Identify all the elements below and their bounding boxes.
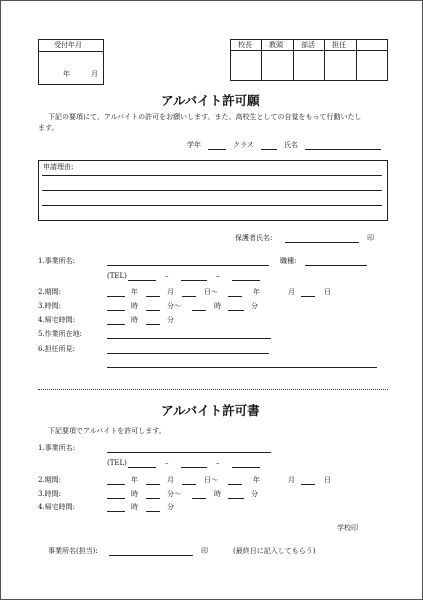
month-unit: 月 bbox=[288, 476, 295, 484]
return-hour-blank[interactable] bbox=[107, 324, 125, 325]
approval-vice-principal-label: 教頭 bbox=[269, 41, 283, 49]
minute-unit: 分 bbox=[167, 503, 174, 511]
month-unit: 月 bbox=[288, 288, 295, 296]
tel-dash: – bbox=[216, 272, 220, 280]
hour-unit: 時 bbox=[131, 316, 138, 324]
approval-homeroom-label: 担任 bbox=[332, 41, 346, 49]
minute-unit: 分 bbox=[167, 316, 174, 324]
period-start-month-blank[interactable] bbox=[146, 296, 160, 297]
grade-label: 学年 bbox=[187, 141, 201, 149]
application-title: アルバイト許可願 bbox=[161, 93, 260, 108]
tel-dash: – bbox=[165, 272, 169, 280]
month-unit: 月 bbox=[167, 288, 174, 296]
guardian-seal: 印 bbox=[367, 234, 374, 242]
approval-principal-label: 校長 bbox=[238, 41, 252, 49]
permit-return-minute-blank[interactable] bbox=[146, 511, 160, 512]
permit-period-label: 2.期間: bbox=[38, 476, 62, 484]
minute-tilde-unit: 分〜 bbox=[167, 490, 181, 498]
receipt-month-label: 月 bbox=[91, 70, 98, 78]
period-end-day-blank[interactable] bbox=[301, 296, 315, 297]
application-intro-line1: 下記の要項にて、アルバイトの許可をお願いします。また、高校生としての自覚をもって行動いたし bbox=[48, 113, 362, 121]
approval-col-divider bbox=[293, 39, 294, 81]
permit-period-start-month-blank[interactable] bbox=[146, 484, 160, 485]
permit-tel-blank-2[interactable] bbox=[181, 467, 207, 468]
minute-tilde-unit: 分〜 bbox=[167, 302, 181, 310]
permit-time-end-hour-blank[interactable] bbox=[192, 498, 206, 499]
period-end-year-blank[interactable] bbox=[228, 296, 242, 297]
last-day-note: (最終日に記入してもらう) bbox=[233, 547, 316, 555]
permit-return-time-label: 4.帰宅時間: bbox=[38, 503, 76, 511]
permit-tel-blank-3[interactable] bbox=[232, 467, 260, 468]
job-type-label: 職種: bbox=[280, 257, 297, 265]
permit-return-hour-blank[interactable] bbox=[107, 511, 125, 512]
permit-office-blank[interactable] bbox=[107, 452, 271, 453]
approval-col-divider bbox=[356, 39, 357, 81]
permit-office-label: 1.事業所名: bbox=[38, 444, 76, 452]
year-unit: 年 bbox=[253, 476, 260, 484]
office-label: 1.事業所名: bbox=[38, 257, 76, 265]
hour-unit: 時 bbox=[131, 503, 138, 511]
job-type-blank[interactable] bbox=[305, 265, 367, 266]
minute-unit: 分 bbox=[251, 302, 258, 310]
school-seal-label: 学校印 bbox=[337, 524, 358, 532]
tel-blank-3[interactable] bbox=[232, 280, 260, 281]
time-label: 3.時間: bbox=[38, 302, 62, 310]
student-name-label: 氏名 bbox=[284, 141, 298, 149]
manager-blank-2[interactable] bbox=[107, 367, 377, 368]
hour-unit: 時 bbox=[131, 302, 138, 310]
hour-unit: 時 bbox=[131, 490, 138, 498]
hour-unit: 時 bbox=[214, 490, 221, 498]
permit-intro: 下記要項でアルバイトを許可します。 bbox=[48, 427, 166, 435]
permit-period-start-year-blank[interactable] bbox=[107, 484, 125, 485]
class-blank[interactable] bbox=[261, 149, 277, 150]
office-rep-label: 事業所名(担当): bbox=[48, 547, 98, 555]
time-end-minute-blank[interactable] bbox=[228, 310, 244, 311]
reason-label: 申請理由: bbox=[43, 163, 74, 171]
day-tilde-unit: 日〜 bbox=[204, 476, 218, 484]
permit-tel-dash: – bbox=[216, 459, 220, 467]
day-unit: 日 bbox=[324, 288, 331, 296]
office-blank[interactable] bbox=[107, 265, 269, 266]
permit-tel-blank-1[interactable] bbox=[128, 467, 156, 468]
tel-blank-2[interactable] bbox=[181, 280, 207, 281]
manager-blank-1[interactable] bbox=[107, 353, 269, 354]
approval-col-divider bbox=[324, 39, 325, 81]
tel-label: (TEL) bbox=[107, 272, 127, 280]
time-end-hour-blank[interactable] bbox=[192, 310, 206, 311]
period-label: 2.期間: bbox=[38, 288, 62, 296]
permit-time-label: 3.時間: bbox=[38, 490, 62, 498]
return-minute-blank[interactable] bbox=[146, 324, 160, 325]
permit-period-end-day-blank[interactable] bbox=[301, 484, 315, 485]
application-intro-line2: ます。 bbox=[38, 124, 59, 132]
receipt-divider bbox=[38, 51, 104, 52]
day-unit: 日 bbox=[324, 476, 331, 484]
month-unit: 月 bbox=[167, 476, 174, 484]
time-start-minute-blank[interactable] bbox=[146, 310, 160, 311]
time-start-hour-blank[interactable] bbox=[107, 310, 125, 311]
period-start-day-blank[interactable] bbox=[182, 296, 196, 297]
permit-tel-dash: – bbox=[165, 459, 169, 467]
permit-tel-label: (TEL) bbox=[107, 459, 127, 467]
permit-title: アルバイト許可書 bbox=[161, 403, 260, 418]
guardian-label: 保護者氏名: bbox=[235, 234, 273, 242]
permit-period-start-day-blank[interactable] bbox=[182, 484, 196, 485]
class-label: クラス bbox=[233, 141, 254, 149]
day-tilde-unit: 日〜 bbox=[204, 288, 218, 296]
minute-unit: 分 bbox=[251, 490, 258, 498]
period-start-year-blank[interactable] bbox=[107, 296, 125, 297]
year-unit: 年 bbox=[131, 288, 138, 296]
reason-line[interactable] bbox=[42, 190, 382, 191]
permit-time-start-hour-blank[interactable] bbox=[107, 498, 125, 499]
office-rep-blank[interactable] bbox=[109, 555, 193, 556]
approval-club-label: 部活 bbox=[301, 41, 315, 49]
reason-line[interactable] bbox=[42, 175, 382, 176]
guardian-name-blank[interactable] bbox=[285, 242, 359, 243]
year-unit: 年 bbox=[131, 476, 138, 484]
approval-col-divider bbox=[261, 39, 262, 81]
hour-unit: 時 bbox=[214, 302, 221, 310]
manager-label: 6.担任所見: bbox=[38, 345, 76, 353]
reason-line[interactable] bbox=[42, 205, 382, 206]
permit-period-end-year-blank[interactable] bbox=[228, 484, 242, 485]
workplace-label: 5.作業所在地: bbox=[38, 330, 83, 338]
office-rep-seal: 印 bbox=[201, 547, 208, 555]
permit-time-end-minute-blank[interactable] bbox=[228, 498, 244, 499]
receipt-year-label: 年 bbox=[63, 70, 70, 78]
tel-blank-1[interactable] bbox=[128, 280, 156, 281]
receipt-header: 受付年月 bbox=[54, 41, 82, 49]
workplace-blank[interactable] bbox=[107, 338, 271, 339]
grade-blank[interactable] bbox=[208, 149, 226, 150]
return-time-label: 4.帰宅時間: bbox=[38, 316, 76, 324]
permit-time-start-minute-blank[interactable] bbox=[146, 498, 160, 499]
year-unit: 年 bbox=[253, 288, 260, 296]
approval-header-divider bbox=[230, 50, 388, 51]
student-name-blank[interactable] bbox=[305, 149, 381, 150]
cut-line bbox=[38, 389, 388, 390]
